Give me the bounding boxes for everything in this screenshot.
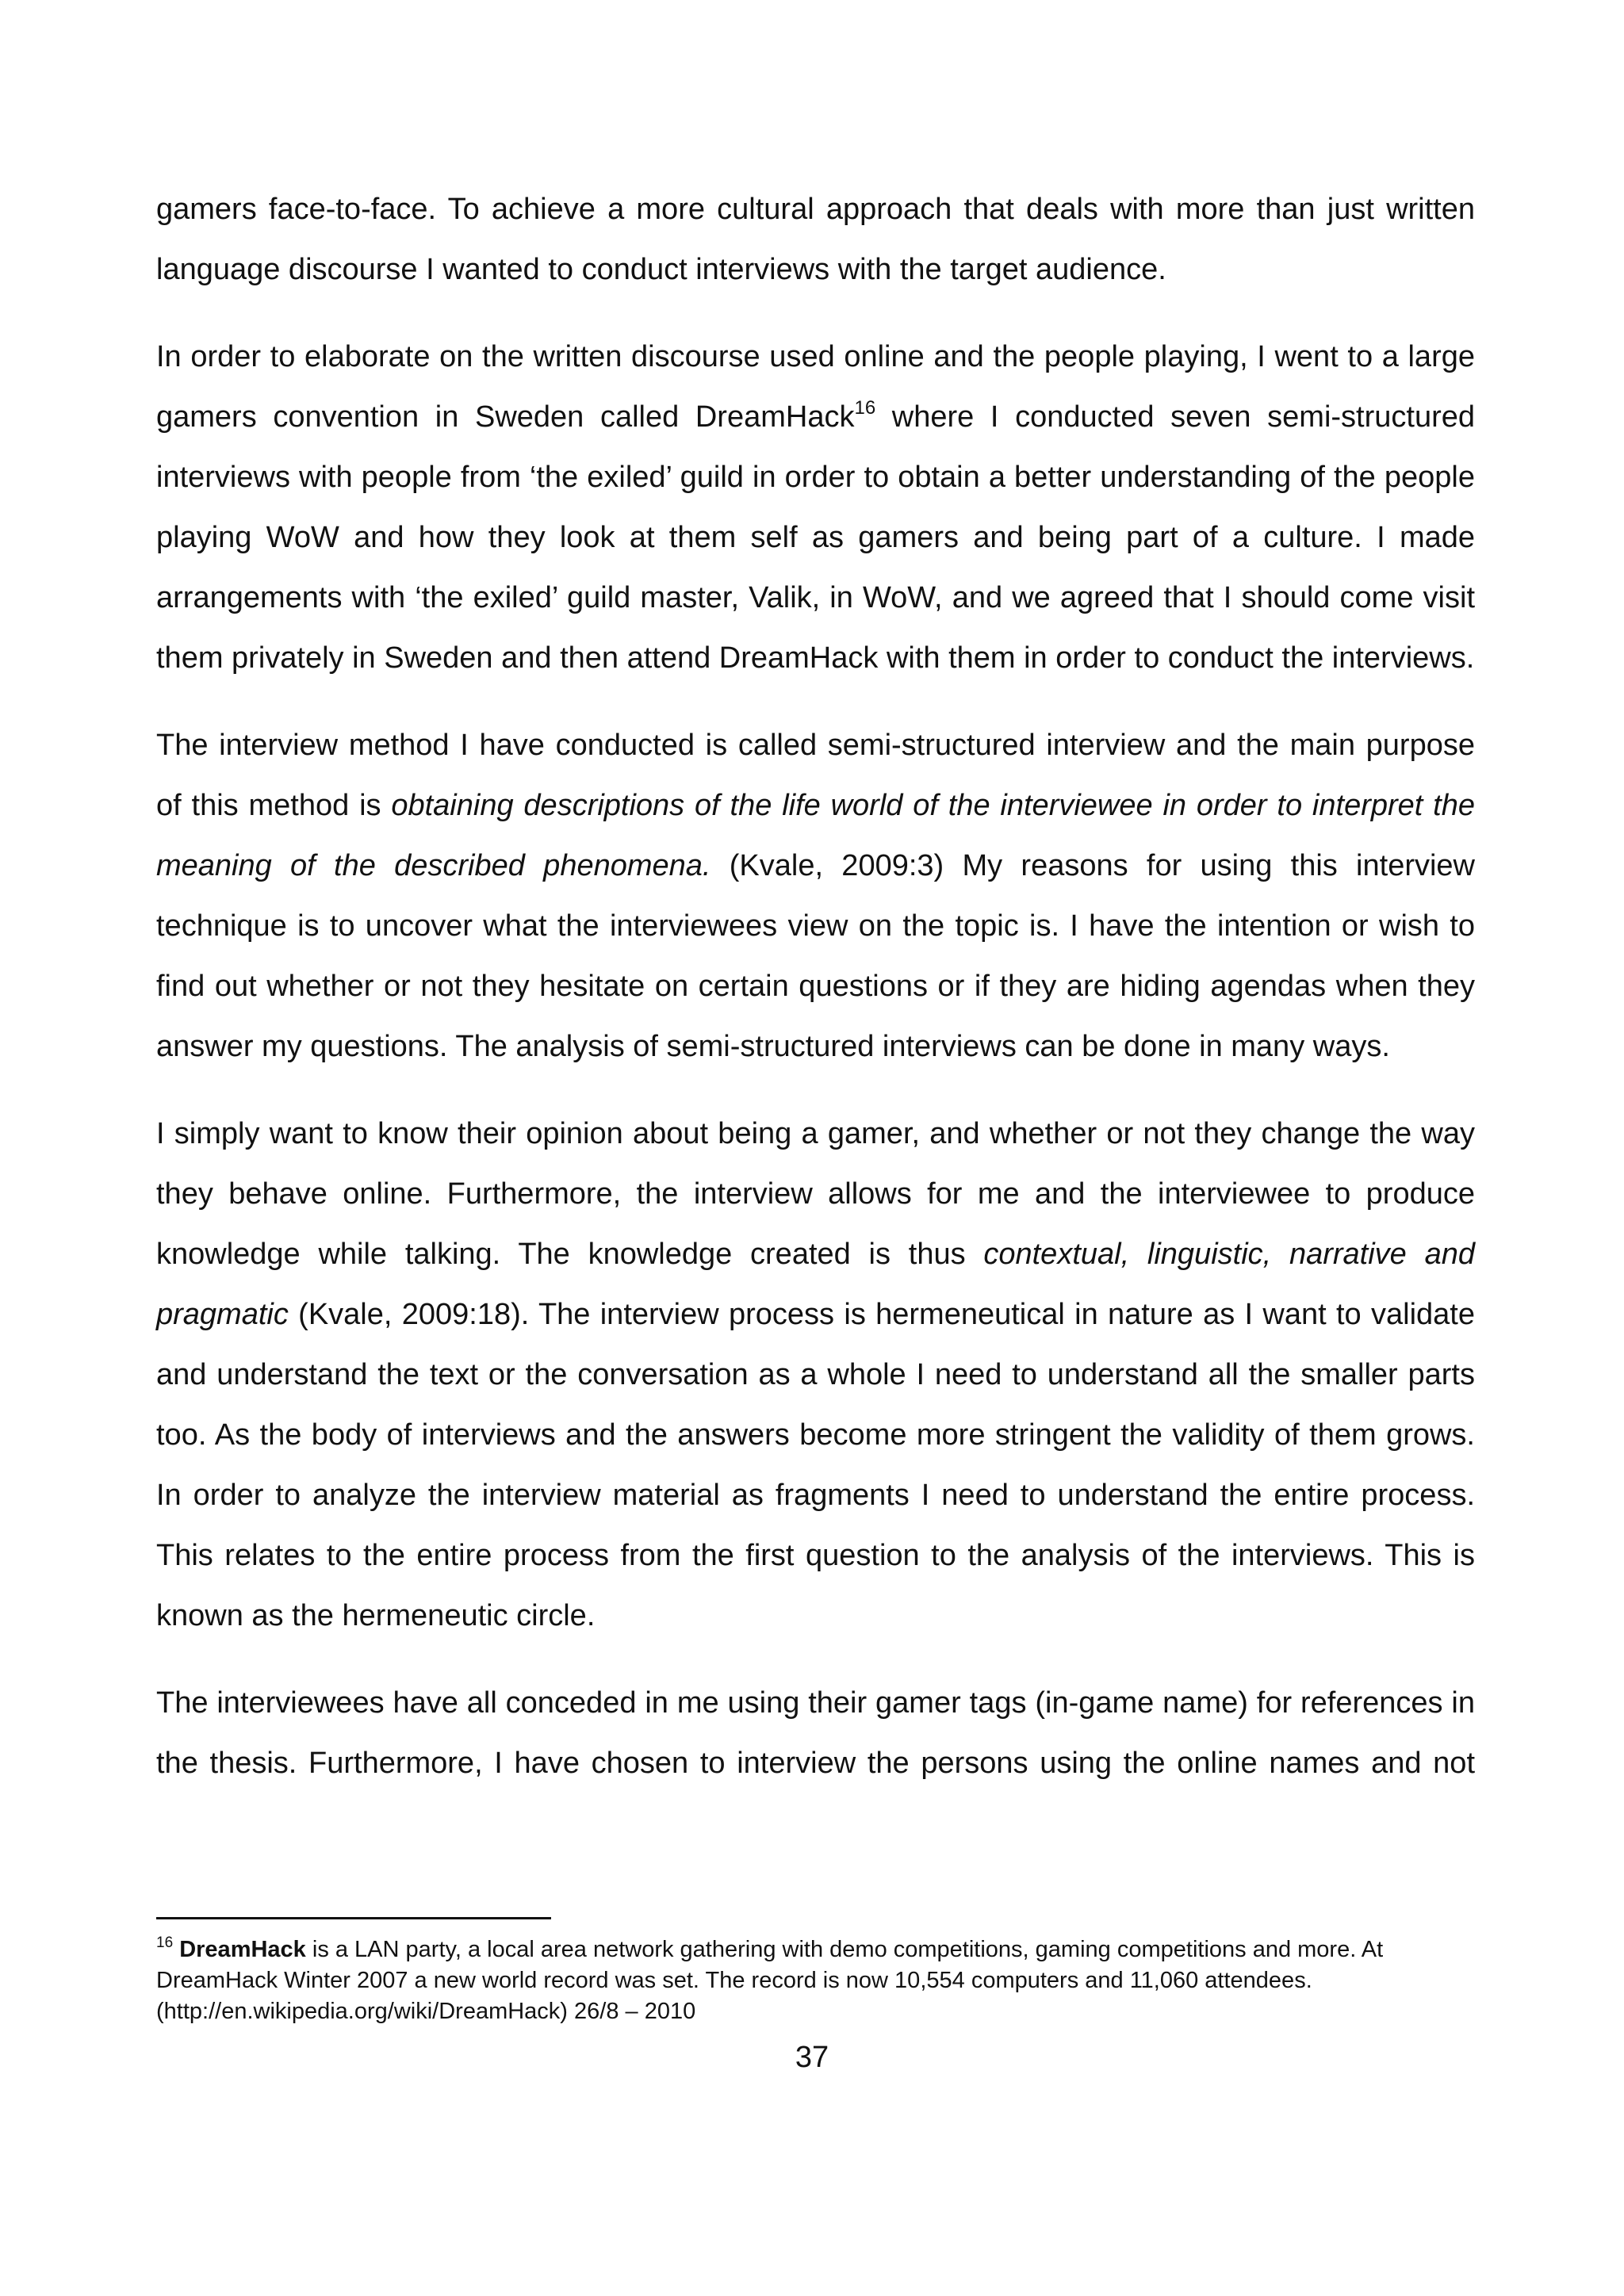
page-number: 37 (795, 2041, 829, 2074)
paragraph-4-text-after: (Kvale, 2009:18). The interview process is hermeneutical in nature as I want to validate and understand the text or the conversation as a whole I need to understand all the smaller parts too. As the body of interviews and the answers become more stringent the validity of them grows. In order to analyze the interview material as fragments I need to understand the entire process. This relates to the entire process from the first question to the analysis of the interviews. This is known as the hermeneutic circle. (156, 1298, 1475, 1632)
paragraph-3 (156, 715, 1475, 1077)
paragraph-4-text-before: I simply want to know their opinion about being a gamer, and whether or not they change the way they behave online. Furthermore, the interview allows for me and the interviewee to produce knowledge while talking. The knowledge created is thus (156, 1117, 1475, 1271)
paragraph-5 (156, 1673, 1475, 1793)
body-text (156, 179, 1475, 1793)
footnote-reference: 16 (854, 397, 876, 419)
paragraph-1 (156, 179, 1475, 300)
paragraph-4-italic-quote: contextual, linguistic, narrative and pragmatic (156, 1238, 1475, 1331)
paragraph-4 (156, 1104, 1475, 1646)
footnote-number: 16 (156, 1934, 174, 1951)
paragraph-2 (156, 327, 1475, 688)
footnote (156, 1934, 1475, 2027)
footnote-separator (156, 1917, 551, 1919)
paragraph-2-text-after: where I conducted seven semi-structured interviews with people from ‘the exiled’ guild in order to obtain a better understanding of the people playing WoW and how they look at them self as gamers and being part of a culture. I made arrangements with ‘the exiled’ guild master, Valik, in WoW, and we agreed that I should come visit them privately in Sweden and then attend DreamHack with them in order to conduct the interviews. (156, 400, 1475, 675)
footnote-text: is a LAN party, a local area network gathering with demo competitions, gaming competitions and more. At DreamHack Winter 2007 a new world record was set. The record is now 10,554 computers and 11,060 attendees. (http://en.wikipedia.org/wiki/DreamHack) 26/8 – 2010 (156, 1937, 1384, 2024)
paragraph-3-text-after: (Kvale, 2009:3) My reasons for using this interview technique is to uncover what the interviewees view on the topic is. I have the intention or wish to find out whether or not they hesitate on certain questions or if they are hiding agendas when they answer my questions. The analysis of semi-structured interviews can be done in many ways. (156, 849, 1475, 1063)
paragraph-2-text-before: In order to elaborate on the written discourse used online and the people playing, I went to a large gamers convention in Sweden called DreamHack (156, 340, 1475, 434)
paragraph-1-text: gamers face-to-face. To achieve a more cultural approach that deals with more than just written language discourse I wanted to conduct interviews with the target audience. (156, 193, 1475, 286)
footnote-term: DreamHack (179, 1937, 306, 1962)
paragraph-3-text-before: The interview method I have conducted is called semi-structured interview and the main purpose of this method is (156, 729, 1475, 822)
paragraph-3-italic-quote: obtaining descriptions of the life world of the interviewee in order to interpret the meaning of the described phenomena. (156, 789, 1475, 882)
paragraph-5-text: The interviewees have all conceded in me using their gamer tags (in-game name) for references in the thesis. Furthermore, I have chosen to interview the persons using the online names and not (156, 1686, 1475, 1780)
